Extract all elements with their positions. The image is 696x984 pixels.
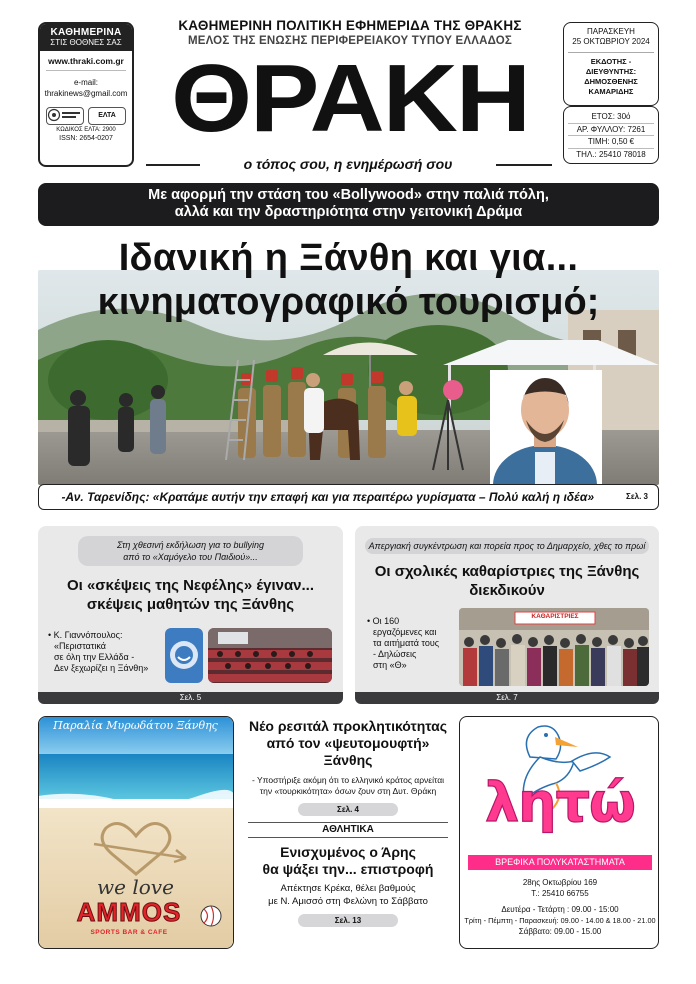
lito-hours-3: Σάββατο: 09.00 - 15.00 (518, 927, 602, 936)
lead-headline-line-2[interactable]: κινηματογραφικό τουρισμό; (97, 281, 600, 323)
story-mufti-title[interactable] (248, 718, 448, 769)
editor-label: ΕΚΔΟΤΗΣ - ΔΙΕΥΘΥΝΤΗΣ: (585, 57, 637, 76)
story-bullying-title-2: σκέψεις μαθητών της Ξάνθης (86, 596, 295, 613)
story-aris-sub (248, 882, 448, 908)
lead-page-ref[interactable]: Σελ. 3 (626, 492, 648, 501)
story-bullying-kicker-1: Στη χθεσινή εκδήλωση για το bullying (116, 540, 265, 550)
certification-logo (46, 107, 84, 125)
sports-section-label: ΑΘΛΗΤΙΚΑ (248, 822, 448, 838)
issue-year: ΕΤΟΣ: 30ό (568, 111, 654, 124)
ammos-beach-ad[interactable] (38, 716, 234, 949)
banner-line-1: Με αφορμή την στάση του «Bollywood» στην παλιά πόλη, (148, 187, 549, 203)
tagline-secondary: ΜΕΛΟΣ ΤΗΣ ΕΝΩΣΗΣ ΠΕΡΙΦΕΡΕΙΑΚΟΥ ΤΥΠΟΥ ΕΛΛΑΔΟΣ (187, 35, 513, 47)
story-bullying-kicker-2: από το «Χαμόγελο του Παιδιού»... (123, 552, 258, 562)
story-aris-sub-1: Απέκτησε Κρέκα, θέλει βαθμούς (280, 883, 416, 894)
story-cleaners-bullet-2: εργαζόμενες και (373, 627, 437, 637)
story-bullying-page-ref[interactable]: Σελ. 5 (38, 692, 343, 704)
lito-phone: Τ.: 25410 66755 (531, 889, 589, 898)
editor-name-last: ΚΑΜΑΡΙΔΗΣ (588, 87, 634, 96)
header-info-dark (40, 24, 132, 51)
story-cleaners-title-1: Οι σχολικές καθαρίστριες της Ξάνθης (374, 563, 640, 580)
newsstands-label: ΣΤΙΣ ΘΟΘΝΕΣ ΣΑΣ (50, 38, 122, 47)
lito-contact (460, 877, 659, 937)
story-cleaners-kicker: Απεργιακή συγκέντρωση και πορεία προς το Δημαρχείο, χθες το πρωί (365, 538, 649, 554)
beach-ad-sub: SPORTS BAR & CAFE (90, 929, 168, 936)
story-cleaners-bullet-4: - Δηλώσεις (373, 649, 417, 659)
header-info-box (38, 22, 134, 167)
beach-ad-brand: AMMOS (76, 897, 182, 927)
slogan: ο τόπος σου, η ενημέρωσή σου (200, 156, 496, 172)
contact-phone: ΤΗΛ.: 25410 78018 (576, 149, 646, 159)
story-aris-title-1: Ενισχυμένος ο Άρης (280, 844, 416, 860)
top-story-banner[interactable] (38, 183, 659, 226)
story-aris-sub-2: με Ν. Αμισσό στη Φελώνη το Σάββατο (268, 896, 428, 907)
story-mufti-page-ref[interactable]: Σελ. 4 (298, 803, 398, 816)
story-mufti-sub-1: - Υποστήριξε ακόμη ότι το ελληνικό κράτος αρνείται (251, 775, 445, 785)
smile-logo-photo (165, 628, 203, 683)
lead-caption-text: -Αν. Ταρενίδης: «Κρατάμε αυτήν την επαφή και για περαιτέρω γυρίσματα – Πολύ καλή η ιδέα» (61, 490, 594, 504)
story-bullying[interactable] (38, 526, 343, 704)
story-cleaners-bullet-3: τα αιτήματά τους (373, 638, 440, 648)
daily-label: ΚΑΘΗΜΕΡΙΝΑ (50, 27, 122, 38)
story-cleaners-page-ref[interactable]: Σελ. 7 (355, 692, 659, 704)
story-cleaners[interactable] (355, 526, 659, 704)
issue-date-box (563, 22, 659, 106)
story-cleaners-bullet-5: στη «Θ» (373, 660, 407, 670)
issue-price: ΤΙΜΗ: 0,50 € (568, 136, 654, 149)
story-bullying-bullet-2: «Περιστατικά (54, 641, 106, 651)
story-bullying-kicker (78, 536, 303, 566)
story-cleaners-title-2: διεκδικούν (469, 582, 545, 599)
story-bullying-bullet-3: σε όλη την Ελλάδα - (54, 652, 135, 662)
masthead-title[interactable]: ΘΡΑΚΗ (171, 45, 529, 153)
story-aris-page-ref[interactable]: Σελ. 13 (298, 914, 398, 927)
story-mufti-sub-2: την «τουρκικότητα» όσων ζουν στη Δυτ. Θράκη (259, 786, 437, 796)
story-bullying-title-1: Οι «σκέψεις της Νεφέλης» έγιναν... (66, 577, 315, 594)
story-mufti-title-3: Ξάνθης (323, 752, 373, 768)
story-aris-title[interactable] (248, 844, 448, 878)
story-cleaners-bullet-1: • Οι 160 (367, 616, 400, 626)
elta-code: ΚΩΔΙΚΟΣ ΕΛΤΑ: 2900 (56, 127, 116, 133)
story-mufti-title-2: από τον «ψευτομουφτή» (266, 735, 430, 751)
lito-category: ΒΡΕΦΙΚΑ ΠΟΛΥΚΑΤΑΣΤΗΜΑΤΑ (468, 855, 652, 870)
story-aris-title-2: θα ψάξει την... επιστροφή (262, 861, 434, 877)
editor-name-first: ΔΗΜΟΣΘΕΝΗΣ (584, 77, 638, 86)
lead-headline-line-1[interactable]: Ιδανική η Ξάνθη και για... (118, 237, 579, 279)
beach-ad-heading: Παραλία Μυρωδάτου Ξάνθης (53, 719, 218, 732)
elta-logo-text: ΕΛΤΑ (98, 112, 116, 119)
story-bullying-bullet-4: Δεν ξεχωρίζει η Ξάνθη» (54, 663, 149, 673)
website-link[interactable]: www.thraki.com.gr (46, 51, 126, 71)
email-link[interactable]: thrakinews@gmail.com (44, 89, 128, 98)
issue-date: 25 ΟΚΤΩΒΡΙΟΥ 2024 (572, 37, 650, 46)
beach-ad-we-love: we love (97, 875, 174, 899)
lito-hours-2: Τρίτη - Πέμπτη - Παρασκευή: 09.00 - 14.00 & 18.00 - 21.00 (464, 916, 656, 925)
lito-address: 28ης Οκτωβρίου 169 (522, 878, 598, 887)
issue-number: ΑΡ. ΦΥΛΛΟΥ: 7261 (568, 124, 654, 137)
story-cleaners-bullets (367, 616, 453, 671)
email-label: e-mail: (73, 78, 98, 87)
elta-logo (88, 107, 126, 125)
protest-photo (459, 608, 649, 686)
lead-caption (38, 484, 659, 510)
story-mufti-sub (248, 775, 448, 797)
protest-banner-text: ΚΑΘΑΡΙΣΤΡΙΕΣ (531, 613, 579, 620)
story-cleaners-title (355, 562, 659, 600)
banner-line-2: αλλά και την δραστηριότητα στην γειτονική Δράμα (174, 204, 523, 220)
lito-hours-1: Δευτέρα - Τετάρτη : 09.00 - 15:00 (501, 905, 619, 914)
issue-details-box (563, 106, 659, 164)
story-bullying-title (38, 576, 343, 614)
center-column (248, 716, 448, 927)
lito-ad[interactable] (459, 716, 659, 949)
story-mufti-title-1: Νέο ρεσιτάλ προκλητικότητας (248, 718, 448, 734)
issn-number: ISSN: 2654-0207 (59, 135, 113, 142)
story-bullying-bullet-1: • Κ. Γιαννόπουλος: (48, 630, 123, 640)
story-bullying-bullets (48, 630, 166, 674)
issue-day: ΠΑΡΑΣΚΕΥΗ (587, 27, 635, 36)
lito-logo: λητώ (484, 771, 635, 834)
tagline-primary: ΚΑΘΗΜΕΡΙΝΗ ΠΟΛΙΤΙΚΗ ΕΦΗΜΕΡΙΔΑ ΤΗΣ ΘΡΑΚΗΣ (178, 18, 522, 33)
auditorium-photo (208, 628, 332, 683)
